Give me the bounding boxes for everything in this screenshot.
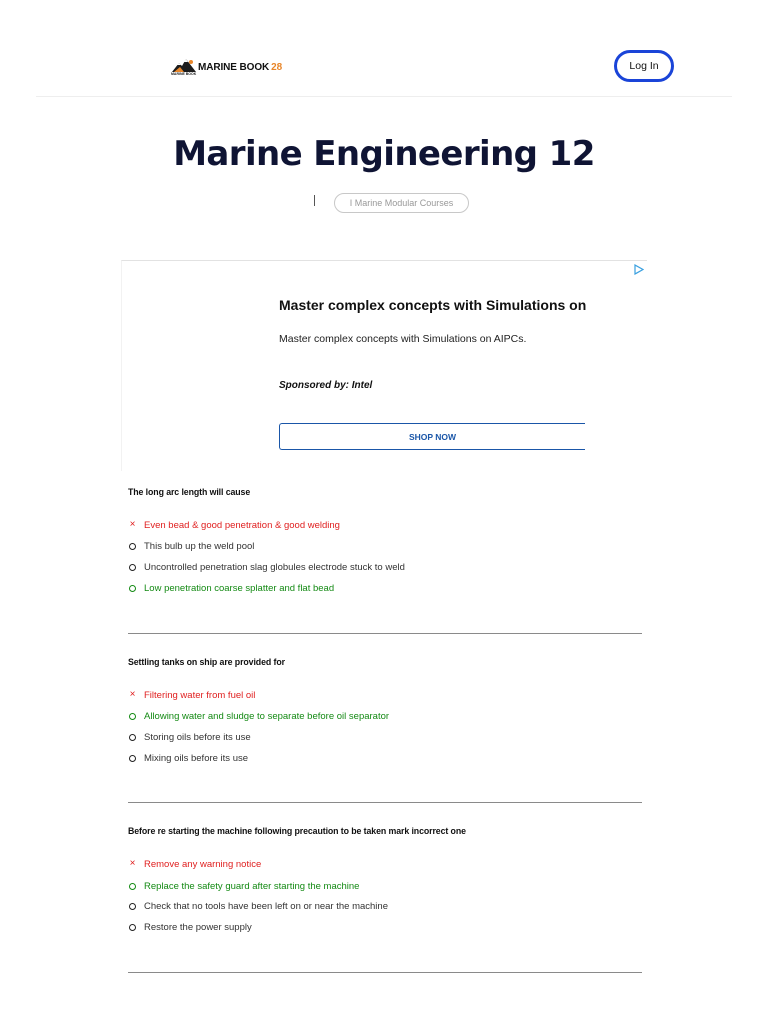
question-text: Settling tanks on ship are provided for — [128, 657, 285, 667]
option-label: Replace the safety guard after starting the machine — [144, 880, 360, 892]
radio-circle-icon — [128, 560, 137, 574]
option-item[interactable] — [128, 709, 389, 723]
title-meta — [0, 193, 768, 213]
cross-icon: × — [129, 858, 136, 869]
option-item[interactable] — [128, 879, 359, 893]
option-label: Remove any warning notice — [144, 858, 262, 870]
option-item[interactable] — [128, 581, 334, 595]
option-item[interactable] — [128, 539, 254, 553]
option-item[interactable] — [128, 920, 252, 934]
radio-circle-icon — [128, 751, 137, 765]
option-item[interactable] — [128, 730, 251, 744]
question-card — [128, 826, 642, 933]
site-logo[interactable] — [171, 56, 282, 78]
option-item[interactable] — [128, 751, 248, 765]
option-label: Storing oils before its use — [144, 731, 251, 743]
option-item[interactable] — [128, 560, 405, 574]
option-item[interactable] — [128, 857, 261, 871]
shop-now-button[interactable]: SHOP NOW — [279, 423, 585, 450]
option-item[interactable] — [128, 899, 388, 913]
question-divider — [128, 972, 642, 973]
ad-body: Master complex concepts with Simulations on AIPCs. — [279, 333, 527, 345]
ad-headline[interactable]: Master complex concepts with Simulations on — [279, 297, 587, 313]
radio-circle-icon — [128, 730, 137, 744]
correct-circle-icon — [128, 879, 137, 893]
radio-circle-icon — [128, 920, 137, 934]
logo-number: 28 — [271, 61, 283, 73]
option-item[interactable] — [128, 688, 255, 702]
logo-wordmark — [198, 62, 282, 73]
option-label: Filtering water from fuel oil — [144, 689, 256, 701]
cross-icon: × — [129, 519, 136, 530]
question-divider — [128, 802, 642, 803]
option-label: Restore the power supply — [144, 921, 252, 933]
question-text: The long arc length will cause — [128, 487, 251, 497]
meta-separator — [314, 195, 315, 206]
option-label: This bulb up the weld pool — [144, 540, 255, 552]
question-card — [128, 657, 642, 764]
site-header — [36, 0, 732, 97]
question-divider — [128, 633, 642, 634]
question-card — [128, 487, 642, 594]
option-item[interactable] — [128, 518, 340, 532]
option-label: Uncontrolled penetration slag globules electrode stuck to weld — [144, 561, 405, 573]
logo-mountain-icon — [171, 56, 197, 78]
course-tag[interactable]: I Marine Modular Courses — [334, 193, 469, 213]
logo-subtext: MARINE BOOK — [171, 72, 197, 76]
option-label: Mixing oils before its use — [144, 752, 249, 764]
ad-sponsor: Sponsored by: Intel — [279, 380, 373, 391]
ad-choices-icon[interactable] — [633, 264, 644, 275]
option-label: Even bead & good penetration & good welding — [144, 519, 340, 531]
radio-circle-icon — [128, 539, 137, 553]
option-label: Check that no tools have been left on or near the machine — [144, 900, 388, 912]
page-title: Marine Engineering 12 — [173, 134, 595, 174]
advertisement[interactable] — [121, 260, 647, 471]
question-text: Before re starting the machine following precaution to be taken mark incorrect one — [128, 826, 466, 836]
option-label: Low penetration coarse splatter and flat bead — [144, 582, 335, 594]
login-button[interactable]: Log In — [614, 50, 674, 82]
radio-circle-icon — [128, 899, 137, 913]
cross-icon: × — [129, 689, 136, 700]
logo-text: MARINE BOOK — [198, 61, 270, 73]
option-label: Allowing water and sludge to separate before oil separator — [144, 710, 390, 722]
correct-circle-icon — [128, 581, 137, 595]
correct-circle-icon — [128, 709, 137, 723]
